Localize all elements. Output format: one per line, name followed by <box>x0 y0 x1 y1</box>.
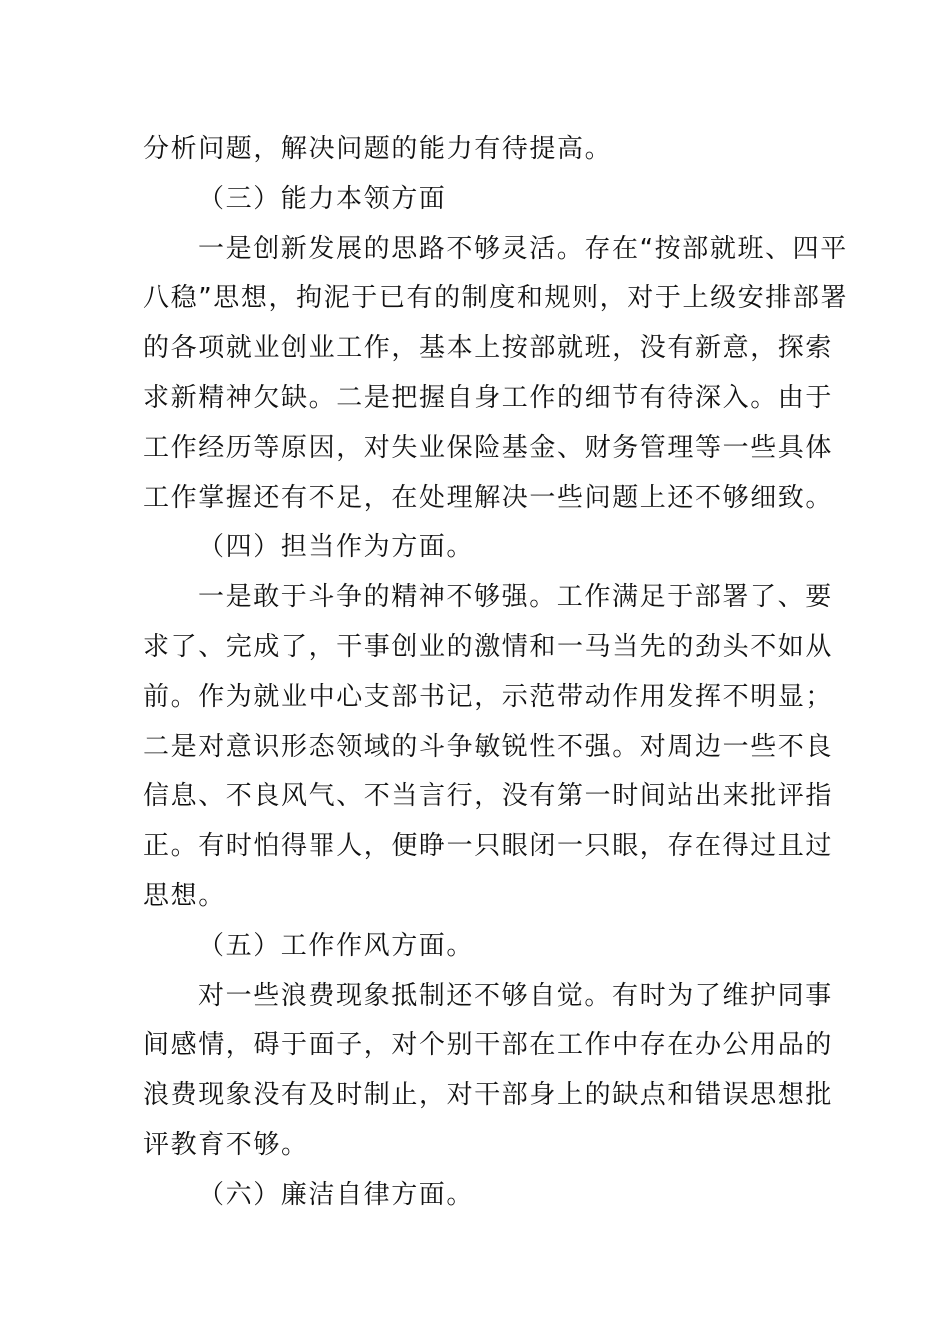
paragraph-line: 求新精神欠缺。二是把握自身工作的细节有待深入。由于 <box>143 382 834 413</box>
paragraph-line: 一是敢于斗争的精神不够强。工作满足于部署了、要 <box>198 582 833 613</box>
paragraph-line: 前。作为就业中心支部书记，示范带动作用发挥不明显； <box>143 681 834 712</box>
section-heading: （六）廉洁自律方面。 <box>198 1179 475 1210</box>
paragraph-line: 工作经历等原因，对失业保险基金、财务管理等一些具体 <box>143 432 834 463</box>
paragraph-line: 的各项就业创业工作，基本上按部就班，没有新意，探索 <box>143 333 834 364</box>
section-heading: （五）工作作风方面。 <box>198 930 475 961</box>
paragraph-line: 思想。 <box>143 880 226 911</box>
paragraph-line: 分析问题，解决问题的能力有待提高。 <box>143 134 613 164</box>
paragraph-line: 工作掌握还有不足，在处理解决一些问题上还不够细致。 <box>143 482 834 513</box>
paragraph-line: 评教育不够。 <box>143 1129 309 1160</box>
paragraph-line: 八稳”思想，拘泥于已有的制度和规则，对于上级安排部署 <box>143 283 849 314</box>
document-body <box>143 125 849 1221</box>
paragraph-line: 一是创新发展的思路不够灵活。存在“按部就班、四平 <box>198 233 848 264</box>
paragraph-line: 信息、不良风气、不当言行，没有第一时间站出来批评指 <box>143 781 834 812</box>
section-heading: （三）能力本领方面 <box>198 183 447 214</box>
paragraph-line: 间感情，碍于面子，对个别干部在工作中存在办公用品的 <box>143 1030 834 1061</box>
paragraph-line: 求了、完成了，干事创业的激情和一马当先的劲头不如从 <box>143 631 834 662</box>
section-heading: （四）担当作为方面。 <box>198 532 475 563</box>
paragraph-line: 对一些浪费现象抵制还不够自觉。有时为了维护同事 <box>198 980 833 1011</box>
paragraph-line: 二是对意识形态领域的斗争敏锐性不强。对周边一些不良 <box>143 731 834 762</box>
paragraph-line: 浪费现象没有及时制止，对干部身上的缺点和错误思想批 <box>143 1080 834 1111</box>
paragraph-line: 正。有时怕得罪人，便睁一只眼闭一只眼，存在得过且过 <box>143 831 834 862</box>
